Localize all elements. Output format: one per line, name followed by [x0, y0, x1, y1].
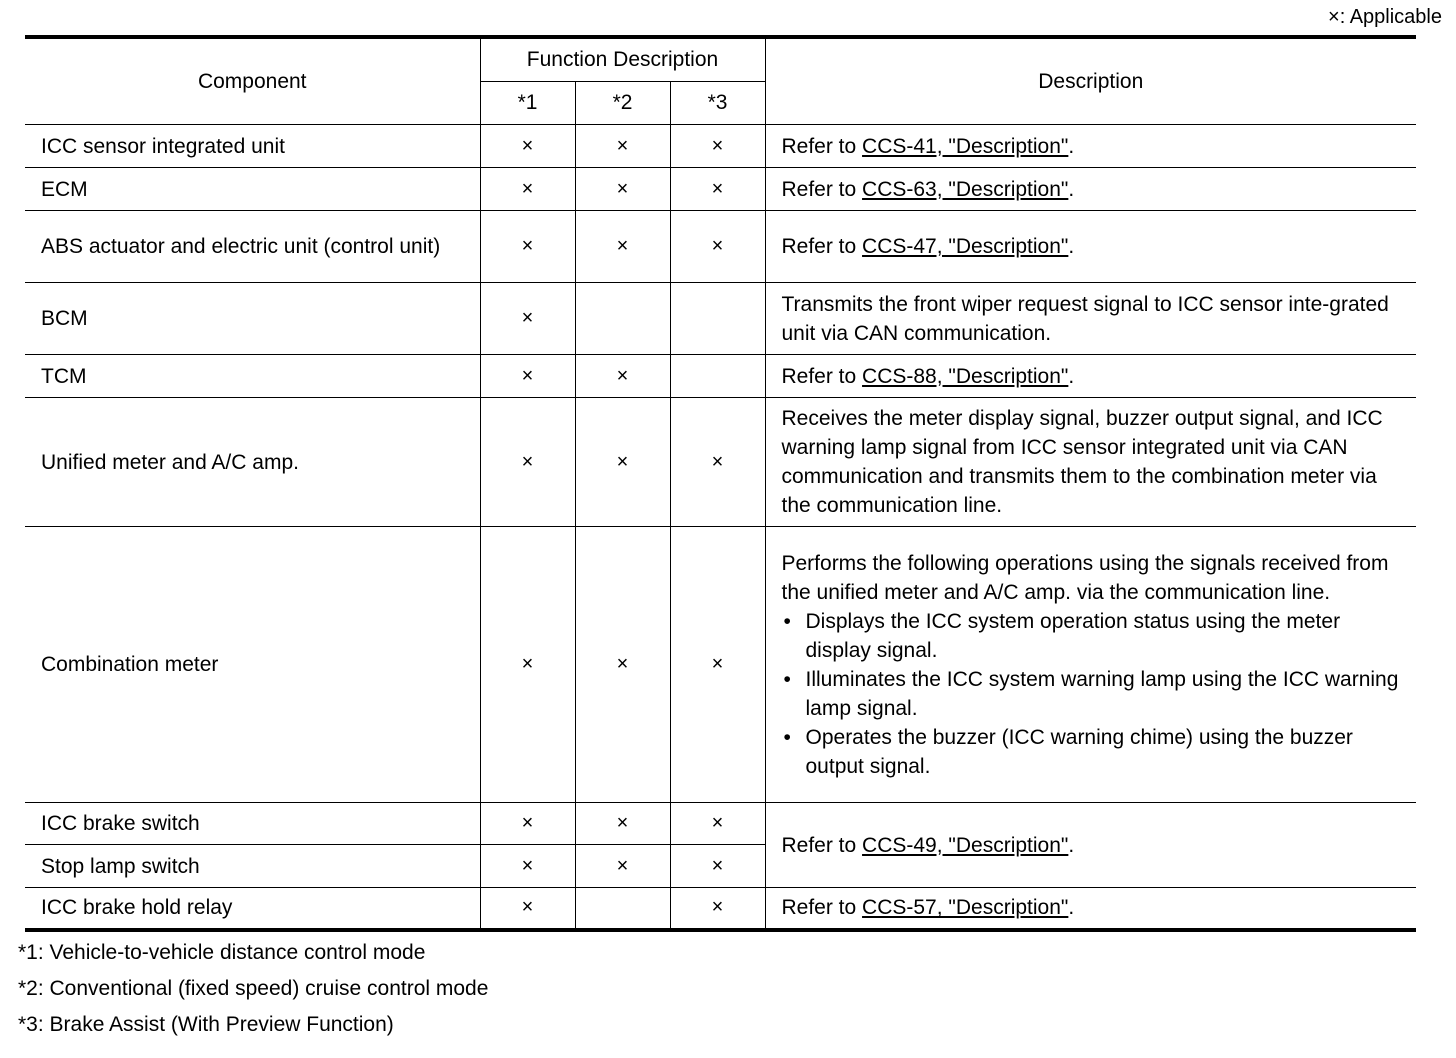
- operations-list: [782, 607, 1403, 781]
- description-cell: [765, 125, 1416, 168]
- table-row: [25, 803, 1416, 845]
- mark-2: ×: [575, 803, 670, 845]
- header-col-3: *3: [670, 82, 765, 125]
- desc-prefix: Refer to: [781, 364, 863, 388]
- desc-prefix: Refer to: [781, 134, 863, 158]
- desc-suffix: .: [1068, 134, 1075, 158]
- desc-suffix: .: [1068, 235, 1075, 258]
- description-cell: [765, 355, 1416, 398]
- mark-1: ×: [480, 845, 575, 888]
- table-row: [25, 168, 1416, 211]
- table-row: [25, 211, 1416, 283]
- list-item: • Displays the ICC system operation status using the meter display signal.: [806, 607, 1403, 665]
- desc-suffix: .: [1068, 896, 1075, 920]
- header-function-description: Function Description: [480, 37, 765, 82]
- mark-1: ×: [480, 803, 575, 845]
- component-name: ICC brake hold relay: [25, 888, 480, 930]
- mark-1: ×: [480, 527, 575, 803]
- mark-1: ×: [480, 168, 575, 211]
- header-component: Component: [25, 37, 480, 125]
- description-cell: [765, 168, 1416, 211]
- table-row: [25, 283, 1416, 355]
- mark-2: ×: [575, 355, 670, 398]
- component-table-wrapper: [25, 35, 1416, 932]
- reference-link[interactable]: CCS-88, "Description": [862, 364, 1069, 388]
- mark-1: ×: [480, 888, 575, 930]
- reference-link[interactable]: CCS-63, "Description": [862, 177, 1069, 201]
- mark-1: ×: [480, 355, 575, 398]
- mark-3: ×: [670, 168, 765, 211]
- table-row: [25, 125, 1416, 168]
- mark-3: [670, 355, 765, 398]
- component-name: BCM: [25, 283, 480, 355]
- desc-prefix: Refer to: [781, 177, 863, 201]
- mark-3: ×: [670, 527, 765, 803]
- mark-2: ×: [575, 168, 670, 211]
- desc-suffix: .: [1068, 833, 1075, 857]
- desc-suffix: .: [1068, 177, 1075, 201]
- mark-3: ×: [670, 125, 765, 168]
- description-cell: [765, 888, 1416, 930]
- table-row: [25, 398, 1416, 527]
- component-name: ICC sensor integrated unit: [25, 125, 480, 168]
- mark-3: ×: [670, 803, 765, 845]
- mark-1: ×: [480, 283, 575, 355]
- description-cell: Receives the meter display signal, buzzer output signal, and ICC warning lamp signal from ICC sensor integrated unit via CAN communication and transmits them to the combination meter via the communication line.: [765, 398, 1416, 527]
- component-name: ICC brake switch: [25, 803, 480, 845]
- mark-1: ×: [480, 211, 575, 283]
- mark-3: [670, 283, 765, 355]
- desc-suffix: .: [1068, 364, 1075, 388]
- footnote-2: *2: Conventional (fixed speed) cruise control mode: [18, 977, 489, 1000]
- component-name: Unified meter and A/C amp.: [25, 398, 480, 527]
- footnote-3: *3: Brake Assist (With Preview Function): [18, 1013, 394, 1036]
- description-cell: [765, 527, 1416, 803]
- component-name: Stop lamp switch: [25, 845, 480, 888]
- mark-3: ×: [670, 211, 765, 283]
- header-description: Description: [765, 37, 1416, 125]
- table-row: [25, 527, 1416, 803]
- reference-link[interactable]: CCS-47, "Description": [862, 235, 1069, 258]
- mark-2: [575, 283, 670, 355]
- header-col-2: *2: [575, 82, 670, 125]
- description-cell: [765, 211, 1416, 283]
- table-row: [25, 355, 1416, 398]
- desc-prefix: Refer to: [781, 833, 863, 857]
- footnotes: [18, 935, 488, 1043]
- reference-link[interactable]: CCS-41, "Description": [862, 134, 1069, 158]
- mark-1: ×: [480, 398, 575, 527]
- mark-2: ×: [575, 211, 670, 283]
- description-cell: [765, 803, 1416, 888]
- list-item: • Operates the buzzer (ICC warning chime) using the buzzer output signal.: [806, 723, 1403, 781]
- description-intro: Performs the following operations using the signals received from the unified meter and A/C amp. via the communication line.: [781, 551, 1389, 604]
- mark-2: ×: [575, 398, 670, 527]
- table-row: [25, 888, 1416, 930]
- component-name: Combination meter: [25, 527, 480, 803]
- list-item: • Illuminates the ICC system warning lamp using the ICC warning lamp signal.: [806, 665, 1403, 723]
- mark-1: ×: [480, 125, 575, 168]
- mark-2: ×: [575, 125, 670, 168]
- footnote-1: *1: Vehicle-to-vehicle distance control mode: [18, 941, 426, 964]
- mark-2: [575, 888, 670, 930]
- mark-3: ×: [670, 845, 765, 888]
- component-name: ECM: [25, 168, 480, 211]
- reference-link[interactable]: CCS-57, "Description": [862, 896, 1069, 920]
- desc-prefix: Refer to: [781, 896, 863, 920]
- applicable-legend: ×: Applicable: [1328, 6, 1442, 28]
- reference-link[interactable]: CCS-49, "Description": [862, 833, 1069, 857]
- component-function-table: [25, 35, 1416, 932]
- mark-2: ×: [575, 527, 670, 803]
- component-name: ABS actuator and electric unit (control unit): [25, 211, 480, 283]
- mark-3: ×: [670, 398, 765, 527]
- mark-3: ×: [670, 888, 765, 930]
- description-cell: Transmits the front wiper request signal to ICC sensor inte-grated unit via CAN communication.: [765, 283, 1416, 355]
- mark-2: ×: [575, 845, 670, 888]
- component-name: TCM: [25, 355, 480, 398]
- header-col-1: *1: [480, 82, 575, 125]
- desc-prefix: Refer to: [781, 235, 863, 258]
